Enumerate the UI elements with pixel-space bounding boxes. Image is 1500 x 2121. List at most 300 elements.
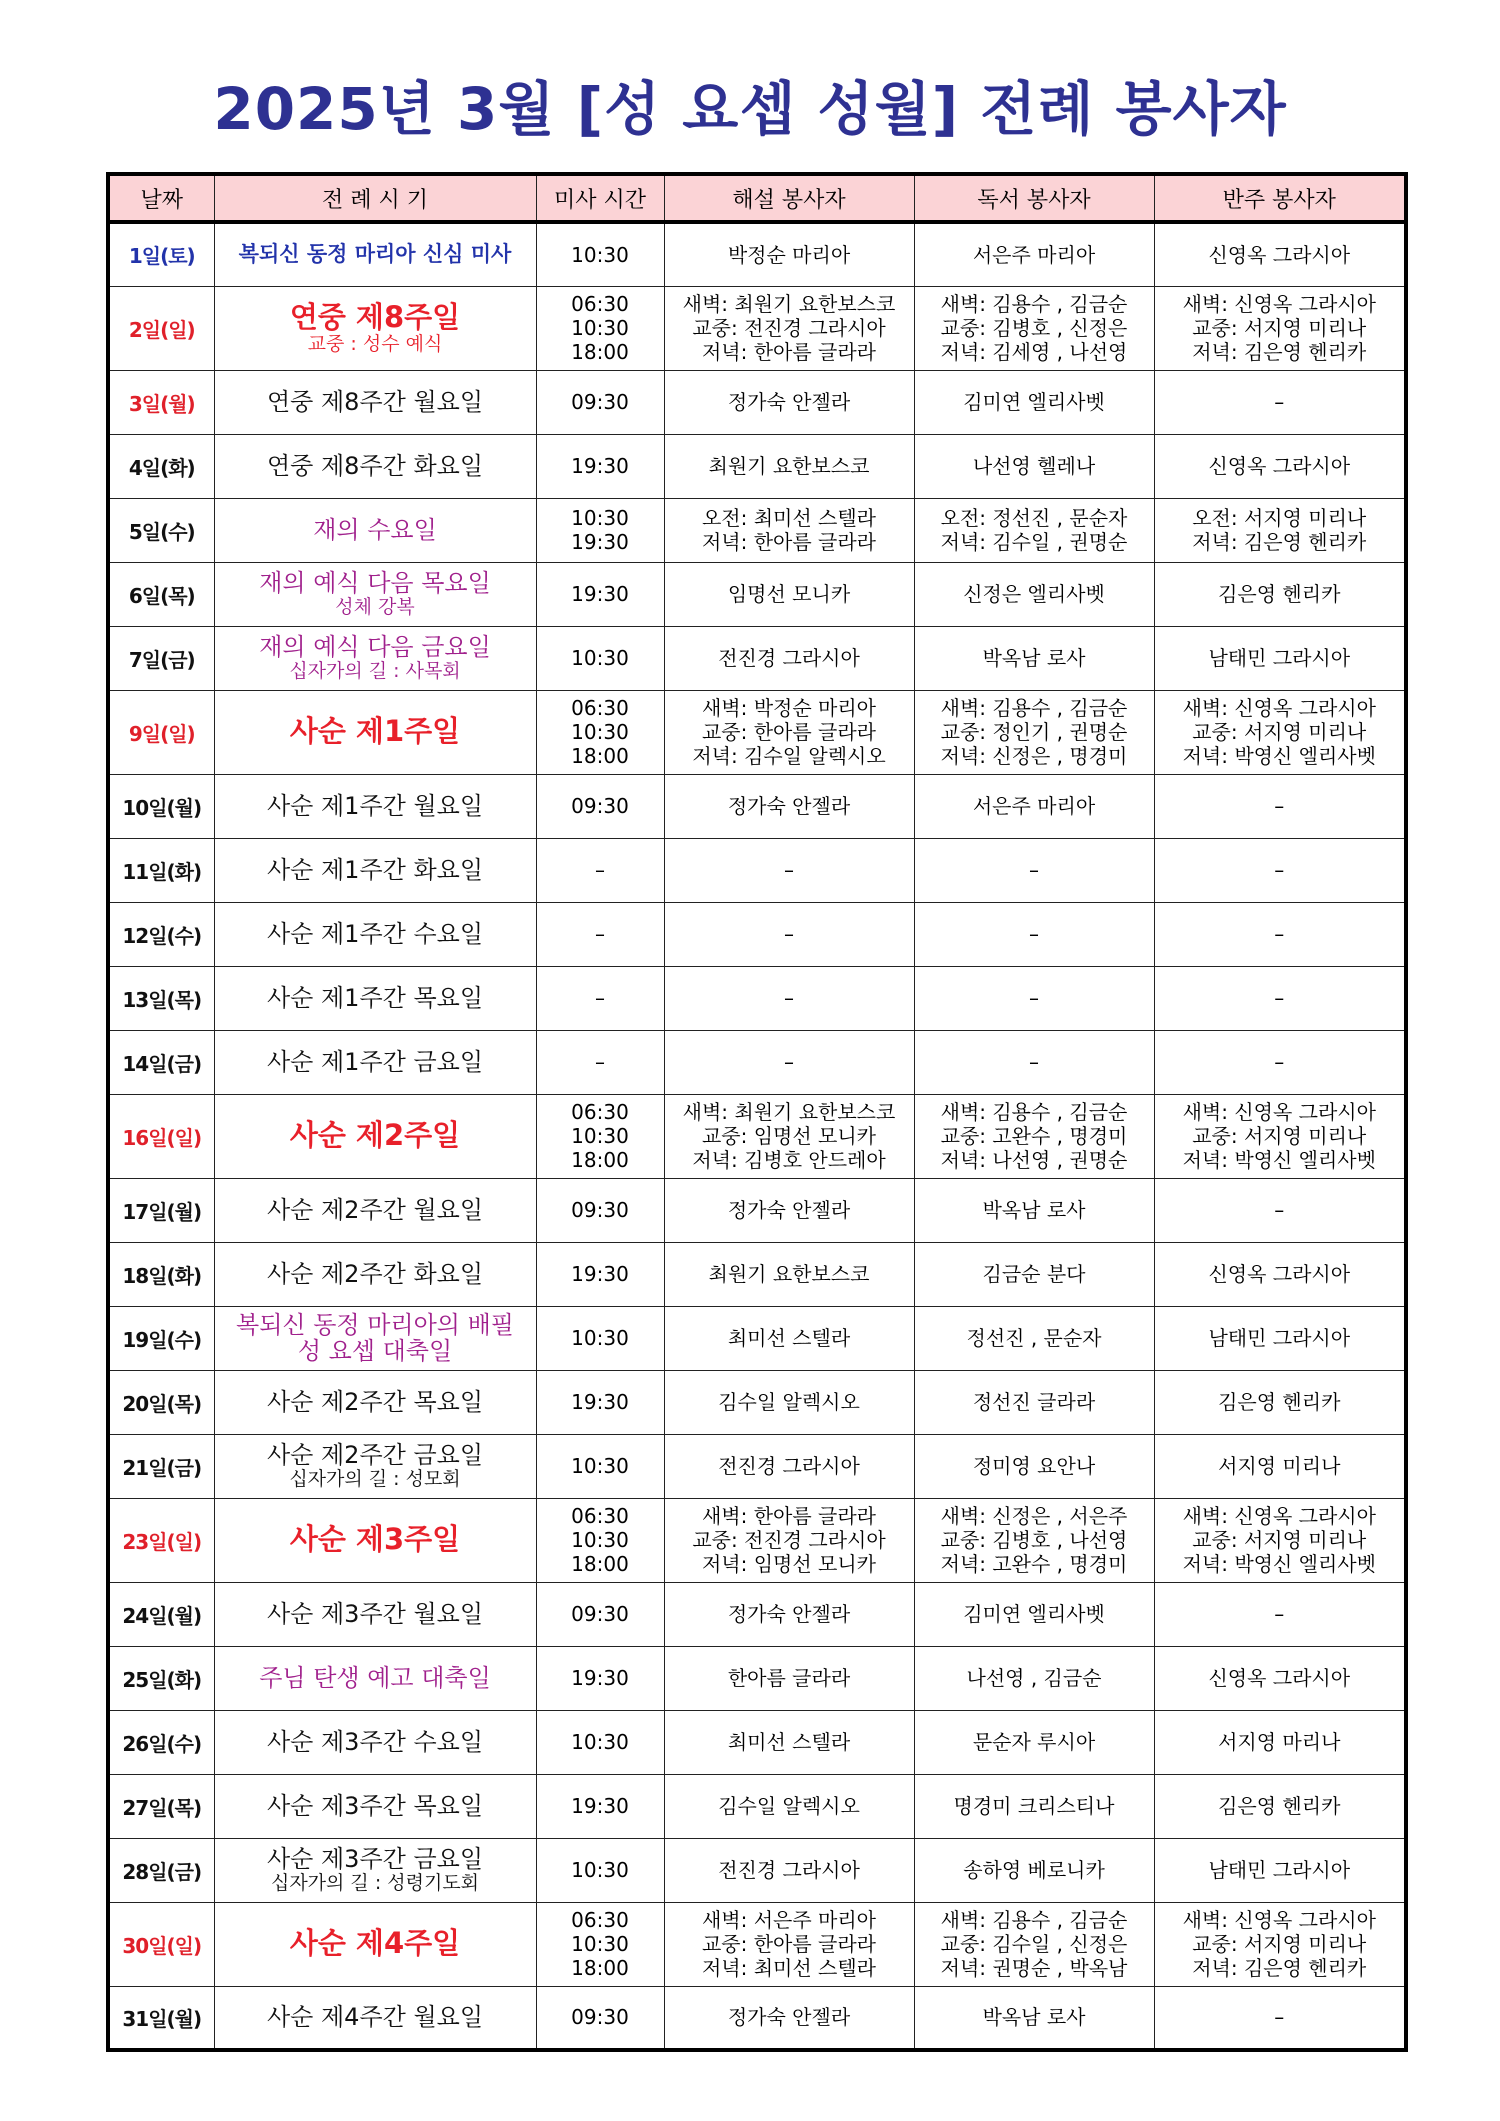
season-title: 주님 탄생 예고 대축일 <box>259 1663 491 1692</box>
music-cell <box>1154 1030 1406 1094</box>
commentary-line: 최원기 요한보스코 <box>708 454 870 478</box>
date-cell: 25일(화) <box>108 1646 214 1710</box>
reading-cell <box>914 1774 1154 1838</box>
date-cell: 30일(일) <box>108 1902 214 1986</box>
commentary-cell <box>664 1582 914 1646</box>
mass-time-line: 10:30 <box>571 316 629 340</box>
season-title: 재의 예식 다음 목요일 <box>259 569 491 598</box>
season-title: 사순 제1주일 <box>289 714 461 749</box>
reading-line: 박옥남 로사 <box>982 2005 1086 2030</box>
reading-line: 오전: 정선진 , 문순자 <box>940 506 1128 530</box>
reading-line: 새벽: 신정은 , 서은주 <box>940 1504 1128 1528</box>
mass-time-line: 10:30 <box>571 1858 629 1882</box>
mass-time-cell <box>536 1582 664 1646</box>
commentary-line: 정가숙 안젤라 <box>727 794 851 818</box>
season-title: 사순 제1주간 목요일 <box>267 983 483 1012</box>
mass-time-cell <box>536 774 664 838</box>
reading-line: 저녁: 신정은 , 명경미 <box>940 744 1128 768</box>
music-line: – <box>1274 1602 1285 1626</box>
music-cell <box>1154 1774 1406 1838</box>
reading-cell <box>914 286 1154 370</box>
season-cell <box>214 1582 536 1646</box>
reading-cell <box>914 1094 1154 1178</box>
music-line: 새벽: 신영옥 그라시아 <box>1182 1908 1376 1932</box>
mass-time-cell <box>536 1242 664 1306</box>
commentary-cell <box>664 1498 914 1582</box>
music-line: 남태민 그라시아 <box>1208 646 1351 670</box>
mass-time-cell <box>536 1986 664 2050</box>
mass-time-cell <box>536 1306 664 1370</box>
music-cell <box>1154 690 1406 774</box>
reading-line: 박옥남 로사 <box>982 646 1086 670</box>
reading-line: 저녁: 김세영 , 나선영 <box>940 340 1128 364</box>
reading-line: 정선진 , 문순자 <box>966 1326 1102 1350</box>
mass-time-line: 06:30 <box>571 1504 629 1528</box>
commentary-line: 새벽: 최원기 요한보스코 <box>682 292 896 316</box>
reading-line: 저녁: 김수일 , 권명순 <box>940 530 1128 554</box>
music-line: 김은영 헨리카 <box>1218 582 1341 606</box>
table-row <box>108 1582 1406 1646</box>
commentary-line: – <box>784 986 794 1010</box>
table-row <box>108 434 1406 498</box>
commentary-line: 새벽: 박정순 마리아 <box>701 696 876 720</box>
season-cell <box>214 1094 536 1178</box>
reading-line: 교중: 김병호 , 신정은 <box>940 316 1128 340</box>
season-title: 사순 제4주일 <box>289 1926 461 1961</box>
commentary-cell <box>664 370 914 434</box>
season-subtitle: 성체 강복 <box>335 595 415 618</box>
reading-cell <box>914 1306 1154 1370</box>
season-title: 사순 제1주간 금요일 <box>267 1047 483 1076</box>
mass-time-line: 09:30 <box>571 390 629 414</box>
commentary-cell <box>664 1986 914 2050</box>
commentary-line: 전진경 그라시아 <box>718 1858 860 1882</box>
music-line: 새벽: 신영옥 그라시아 <box>1182 1100 1376 1124</box>
commentary-cell <box>664 286 914 370</box>
music-cell <box>1154 1582 1406 1646</box>
date-cell: 6일(목) <box>108 562 214 626</box>
music-line: – <box>1274 922 1285 946</box>
commentary-line: 교중: 전진경 그라시아 <box>692 316 886 340</box>
mass-time-line: 19:30 <box>571 530 629 554</box>
commentary-line: 정가숙 안젤라 <box>727 1602 851 1626</box>
commentary-line: 박정순 마리아 <box>727 242 851 267</box>
mass-time-line: 18:00 <box>571 1148 629 1172</box>
season-cell <box>214 1986 536 2050</box>
reading-line: 서은주 마리아 <box>972 794 1096 818</box>
commentary-line: 최원기 요한보스코 <box>708 1262 870 1286</box>
reading-line: 김금순 분다 <box>982 1262 1086 1286</box>
music-line: – <box>1274 1198 1285 1222</box>
music-line: – <box>1274 390 1285 414</box>
season-title: 사순 제2주간 목요일 <box>267 1387 483 1416</box>
music-line: 저녁: 김은영 헨리카 <box>1192 530 1367 554</box>
season-cell <box>214 562 536 626</box>
music-cell <box>1154 222 1406 286</box>
reading-line: 저녁: 고완수 , 명경미 <box>940 1552 1128 1576</box>
season-cell <box>214 370 536 434</box>
mass-time-cell <box>536 1030 664 1094</box>
season-cell <box>214 966 536 1030</box>
date-cell: 23일(일) <box>108 1498 214 1582</box>
mass-time-line: 19:30 <box>571 1390 629 1414</box>
reading-line: 교중: 김병호 , 나선영 <box>940 1528 1128 1552</box>
mass-time-line: 06:30 <box>571 292 629 316</box>
music-line: 저녁: 김은영 헨리카 <box>1192 340 1367 364</box>
season-title: 사순 제1주간 화요일 <box>267 855 483 884</box>
commentary-cell <box>664 1242 914 1306</box>
season-subtitle: 십자가의 길 : 성령기도회 <box>270 1871 480 1894</box>
commentary-cell <box>664 690 914 774</box>
mass-time-cell <box>536 1710 664 1774</box>
season-title: 사순 제1주간 월요일 <box>267 791 483 820</box>
date-cell: 24일(월) <box>108 1582 214 1646</box>
commentary-line: 정가숙 안젤라 <box>727 2005 851 2030</box>
commentary-cell <box>664 1902 914 1986</box>
mass-time-cell <box>536 1094 664 1178</box>
commentary-cell <box>664 626 914 690</box>
date-cell: 10일(월) <box>108 774 214 838</box>
table-row <box>108 1646 1406 1710</box>
commentary-cell <box>664 1838 914 1902</box>
mass-time-cell <box>536 966 664 1030</box>
date-cell: 14일(금) <box>108 1030 214 1094</box>
commentary-cell <box>664 1370 914 1434</box>
season-cell <box>214 626 536 690</box>
reading-cell <box>914 1498 1154 1582</box>
reading-cell <box>914 838 1154 902</box>
season-cell <box>214 222 536 286</box>
music-line: 신영옥 그라시아 <box>1208 242 1351 267</box>
reading-cell <box>914 1242 1154 1306</box>
reading-line: 나선영 헬레나 <box>972 454 1096 478</box>
table-row <box>108 562 1406 626</box>
music-line: 신영옥 그라시아 <box>1208 454 1351 478</box>
date-cell: 3일(월) <box>108 370 214 434</box>
header-music: 반주 봉사자 <box>1154 174 1406 222</box>
music-line: – <box>1274 2005 1285 2030</box>
music-cell <box>1154 902 1406 966</box>
music-line: – <box>1274 794 1285 818</box>
commentary-line: 정가숙 안젤라 <box>727 390 851 414</box>
table-row <box>108 1774 1406 1838</box>
reading-line: 김미연 엘리사벳 <box>963 390 1105 414</box>
music-line: – <box>1274 1050 1285 1074</box>
commentary-line: 저녁: 김병호 안드레아 <box>692 1148 886 1172</box>
music-line: 저녁: 박영신 엘리사벳 <box>1182 744 1376 768</box>
table-row <box>108 1178 1406 1242</box>
reading-line: 문순자 루시아 <box>972 1730 1096 1754</box>
music-cell <box>1154 1434 1406 1498</box>
music-cell <box>1154 562 1406 626</box>
date-cell: 13일(목) <box>108 966 214 1030</box>
mass-time-line: 19:30 <box>571 454 629 478</box>
header-row <box>108 174 1406 222</box>
reading-line: 나선영 , 김금순 <box>966 1666 1102 1690</box>
mass-time-cell <box>536 690 664 774</box>
reading-cell <box>914 1710 1154 1774</box>
reading-line: 교중: 김수일 , 신정은 <box>940 1932 1128 1956</box>
music-line: 저녁: 김은영 헨리카 <box>1192 1956 1367 1980</box>
mass-time-line: 19:30 <box>571 1666 629 1690</box>
date-cell: 16일(일) <box>108 1094 214 1178</box>
season-title: 사순 제1주간 수요일 <box>267 919 483 948</box>
table-row <box>108 222 1406 286</box>
commentary-line: 교중: 한아름 글라라 <box>701 720 876 744</box>
reading-cell <box>914 774 1154 838</box>
season-cell <box>214 1498 536 1582</box>
mass-time-line: 10:30 <box>571 720 629 744</box>
reading-cell <box>914 1582 1154 1646</box>
reading-line: 김미연 엘리사벳 <box>963 1602 1105 1626</box>
mass-time-line: 10:30 <box>571 646 629 670</box>
date-cell: 9일(일) <box>108 690 214 774</box>
mass-time-line: 09:30 <box>571 2005 629 2030</box>
mass-time-cell <box>536 838 664 902</box>
commentary-cell <box>664 1646 914 1710</box>
table-row <box>108 774 1406 838</box>
season-cell <box>214 434 536 498</box>
commentary-cell <box>664 966 914 1030</box>
mass-time-line: 10:30 <box>571 1528 629 1552</box>
reading-line: 정선진 글라라 <box>972 1390 1096 1414</box>
mass-time-line: 19:30 <box>571 1262 629 1286</box>
music-line: 교중: 서지영 미리나 <box>1192 1932 1367 1956</box>
date-cell: 27일(목) <box>108 1774 214 1838</box>
season-title: 연중 제8주일 <box>289 299 461 334</box>
music-cell <box>1154 286 1406 370</box>
music-line: 남태민 그라시아 <box>1208 1326 1351 1350</box>
reading-line: 저녁: 권명순 , 박옥남 <box>940 1956 1128 1980</box>
season-title: 사순 제4주간 월요일 <box>267 2003 483 2032</box>
date-cell: 11일(화) <box>108 838 214 902</box>
music-cell <box>1154 1838 1406 1902</box>
music-line: 신영옥 그라시아 <box>1208 1666 1351 1690</box>
season-title: 사순 제3주일 <box>289 1522 461 1557</box>
reading-cell <box>914 498 1154 562</box>
mass-time-line: 09:30 <box>571 1602 629 1626</box>
commentary-line: 저녁: 김수일 알렉시오 <box>692 744 886 768</box>
commentary-line: – <box>784 858 794 882</box>
reading-cell <box>914 1986 1154 2050</box>
season-cell <box>214 1370 536 1434</box>
mass-time-cell <box>536 626 664 690</box>
commentary-line: – <box>784 922 794 946</box>
reading-line: 새벽: 김용수 , 김금순 <box>940 1908 1128 1932</box>
music-line: 저녁: 박영신 엘리사벳 <box>1182 1552 1376 1576</box>
reading-cell <box>914 1434 1154 1498</box>
commentary-cell <box>664 222 914 286</box>
table-row <box>108 1370 1406 1434</box>
commentary-line: 최미선 스텔라 <box>727 1326 851 1350</box>
season-title: 재의 수요일 <box>313 515 437 544</box>
reading-cell <box>914 1370 1154 1434</box>
reading-cell <box>914 1902 1154 1986</box>
commentary-cell <box>664 1434 914 1498</box>
date-cell: 4일(화) <box>108 434 214 498</box>
mass-time-line: 06:30 <box>571 1100 629 1124</box>
music-cell <box>1154 1370 1406 1434</box>
table-row <box>108 286 1406 370</box>
season-title: 사순 제2주간 월요일 <box>267 1195 483 1224</box>
table-row <box>108 690 1406 774</box>
mass-time-line: 10:30 <box>571 1454 629 1478</box>
table-row <box>108 1306 1406 1370</box>
music-cell <box>1154 1902 1406 1986</box>
date-cell: 28일(금) <box>108 1838 214 1902</box>
music-cell <box>1154 1986 1406 2050</box>
season-title: 사순 제3주간 수요일 <box>267 1727 483 1756</box>
season-title: 복되신 동정 마리아 신심 미사 <box>238 242 512 267</box>
table-row <box>108 1710 1406 1774</box>
table-row <box>108 1434 1406 1498</box>
table-row <box>108 1030 1406 1094</box>
commentary-cell <box>664 1306 914 1370</box>
season-subtitle: 십자가의 길 : 사목회 <box>289 659 461 682</box>
season-cell <box>214 1178 536 1242</box>
mass-time-line: 10:30 <box>571 1730 629 1754</box>
table-row <box>108 1902 1406 1986</box>
music-cell <box>1154 626 1406 690</box>
mass-time-line: 10:30 <box>571 1326 629 1350</box>
reading-cell <box>914 370 1154 434</box>
season-cell <box>214 1242 536 1306</box>
reading-line: 새벽: 김용수 , 김금순 <box>940 292 1128 316</box>
commentary-line: 교중: 한아름 글라라 <box>701 1932 876 1956</box>
reading-line: – <box>1029 986 1039 1010</box>
season-cell <box>214 774 536 838</box>
commentary-line: 임명선 모니카 <box>727 582 851 606</box>
mass-time-cell <box>536 286 664 370</box>
music-line: 새벽: 신영옥 그라시아 <box>1182 1504 1376 1528</box>
reading-line: – <box>1029 1050 1039 1074</box>
reading-line: 교중: 고완수 , 명경미 <box>940 1124 1128 1148</box>
commentary-cell <box>664 1710 914 1774</box>
header-mass-time: 미사 시간 <box>536 174 664 222</box>
reading-line: 송하영 베로니카 <box>963 1858 1105 1882</box>
table-row <box>108 1986 1406 2050</box>
music-line: 서지영 마리나 <box>1218 1730 1341 1754</box>
commentary-line: 오전: 최미선 스텔라 <box>701 506 876 530</box>
mass-time-line: 10:30 <box>571 506 629 530</box>
season-cell <box>214 498 536 562</box>
commentary-cell <box>664 434 914 498</box>
date-cell: 31일(월) <box>108 1986 214 2050</box>
mass-time-line: – <box>595 858 605 882</box>
mass-time-line: 06:30 <box>571 1908 629 1932</box>
season-cell <box>214 1030 536 1094</box>
schedule-table <box>106 172 1408 2052</box>
commentary-line: 새벽: 서은주 마리아 <box>701 1908 876 1932</box>
music-cell <box>1154 838 1406 902</box>
mass-time-cell <box>536 1178 664 1242</box>
mass-time-line: 10:30 <box>571 1124 629 1148</box>
commentary-line: 정가숙 안젤라 <box>727 1198 851 1222</box>
music-line: 교중: 서지영 미리나 <box>1192 720 1367 744</box>
mass-time-cell <box>536 434 664 498</box>
commentary-line: 전진경 그라시아 <box>718 1454 860 1478</box>
reading-line: – <box>1029 922 1039 946</box>
music-line: 저녁: 박영신 엘리사벳 <box>1182 1148 1376 1172</box>
table-row <box>108 1242 1406 1306</box>
mass-time-line: – <box>595 922 605 946</box>
commentary-line: 새벽: 최원기 요한보스코 <box>682 1100 896 1124</box>
reading-line: 저녁: 나선영 , 권명순 <box>940 1148 1128 1172</box>
commentary-cell <box>664 1774 914 1838</box>
table-row <box>108 498 1406 562</box>
table-row <box>108 902 1406 966</box>
mass-time-line: 09:30 <box>571 794 629 818</box>
music-line: 새벽: 신영옥 그라시아 <box>1182 696 1376 720</box>
reading-line: 신정은 엘리사벳 <box>963 582 1105 606</box>
date-cell: 18일(화) <box>108 1242 214 1306</box>
season-title: 재의 예식 다음 금요일 <box>259 633 491 662</box>
mass-time-line: 18:00 <box>571 340 629 364</box>
music-cell <box>1154 498 1406 562</box>
commentary-line: – <box>784 1050 794 1074</box>
reading-cell <box>914 902 1154 966</box>
mass-time-cell <box>536 1774 664 1838</box>
mass-time-line: – <box>595 1050 605 1074</box>
season-cell <box>214 1902 536 1986</box>
commentary-line: 한아름 글라라 <box>727 1666 851 1690</box>
commentary-line: 저녁: 최미선 스텔라 <box>701 1956 876 1980</box>
season-cell <box>214 1434 536 1498</box>
music-cell <box>1154 1094 1406 1178</box>
mass-time-line: 09:30 <box>571 1198 629 1222</box>
header-date: 날짜 <box>108 174 214 222</box>
season-title: 사순 제2주간 화요일 <box>267 1259 483 1288</box>
season-cell <box>214 690 536 774</box>
table-row <box>108 1838 1406 1902</box>
reading-cell <box>914 626 1154 690</box>
music-line: 김은영 헨리카 <box>1218 1390 1341 1414</box>
season-cell <box>214 902 536 966</box>
date-cell: 7일(금) <box>108 626 214 690</box>
season-title: 사순 제3주간 월요일 <box>267 1599 483 1628</box>
commentary-line: 저녁: 한아름 글라라 <box>701 340 876 364</box>
commentary-line: 교중: 전진경 그라시아 <box>692 1528 886 1552</box>
reading-line: 교중: 정인기 , 권명순 <box>940 720 1128 744</box>
commentary-line: 최미선 스텔라 <box>727 1730 851 1754</box>
mass-time-cell <box>536 902 664 966</box>
header-season: 전 례 시 기 <box>214 174 536 222</box>
season-title: 사순 제3주간 금요일 <box>267 1845 483 1874</box>
reading-line: 박옥남 로사 <box>982 1198 1086 1222</box>
mass-time-line: 18:00 <box>571 1552 629 1576</box>
music-cell <box>1154 1178 1406 1242</box>
commentary-cell <box>664 562 914 626</box>
music-cell <box>1154 1498 1406 1582</box>
mass-time-cell <box>536 1434 664 1498</box>
date-cell: 12일(수) <box>108 902 214 966</box>
mass-time-line: 18:00 <box>571 1956 629 1980</box>
music-cell <box>1154 1710 1406 1774</box>
reading-cell <box>914 1646 1154 1710</box>
date-cell: 26일(수) <box>108 1710 214 1774</box>
reading-line: 명경미 크리스티나 <box>953 1794 1115 1818</box>
table-row <box>108 626 1406 690</box>
season-title: 연중 제8주간 월요일 <box>267 387 483 416</box>
music-line: 새벽: 신영옥 그라시아 <box>1182 292 1376 316</box>
reading-line: 정미영 요안나 <box>972 1454 1096 1478</box>
table-row <box>108 1094 1406 1178</box>
season-title: 사순 제2주일 <box>289 1118 461 1153</box>
table-row <box>108 370 1406 434</box>
reading-line: 새벽: 김용수 , 김금순 <box>940 696 1128 720</box>
season-cell <box>214 838 536 902</box>
commentary-line: 저녁: 임명선 모니카 <box>701 1552 876 1576</box>
